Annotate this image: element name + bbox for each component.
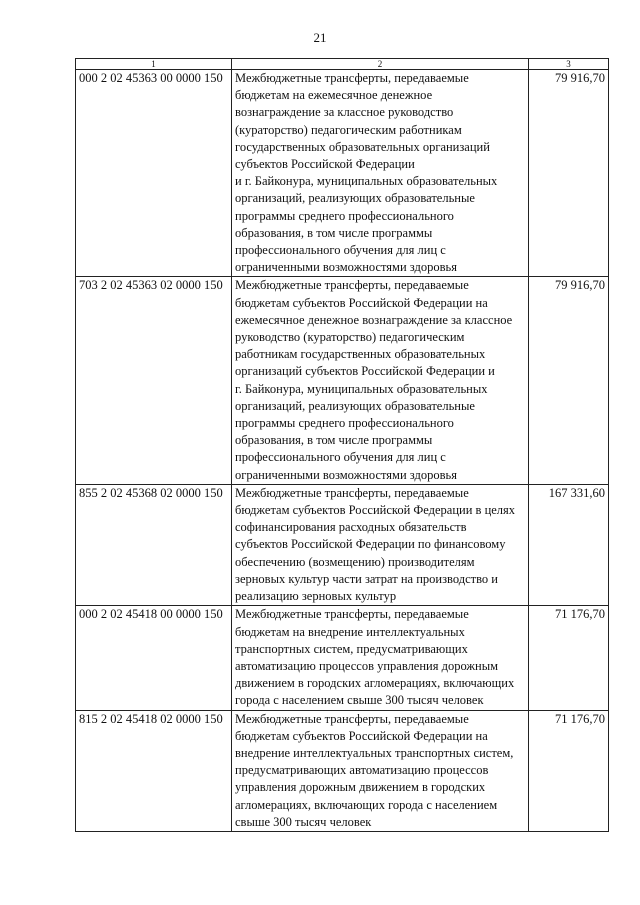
description-line: профессионального обучения для лиц с [235, 450, 446, 465]
description-line: программы среднего профессионального [235, 208, 454, 223]
description-line: (кураторство) педагогическим работникам [235, 122, 462, 137]
amount-cell: 71 176,70 [529, 606, 609, 710]
description-line: бюджетам на ежемесячное денежное [235, 88, 433, 103]
description-cell [232, 277, 529, 484]
description-line: и г. Байконура, муниципальных образовательных [235, 174, 498, 189]
description-line: Межбюджетные трансферты, передаваемые [235, 607, 469, 622]
description-line: профессионального обучения для лиц с [235, 243, 446, 258]
budget-code-cell: 815 2 02 45418 02 0000 150 [76, 710, 232, 831]
description-line: города с населением свыше 300 тысяч человек [235, 693, 484, 708]
table-body [76, 70, 609, 832]
description-line: внедрение интеллектуальных транспортных систем, [235, 745, 514, 760]
table-row [76, 484, 609, 605]
description-line: организаций субъектов Российской Федерации и [235, 364, 495, 379]
budget-code-cell: 703 2 02 45363 02 0000 150 [76, 277, 232, 484]
description-line: организаций, реализующих образовательные [235, 191, 475, 206]
table-row [76, 70, 609, 277]
description-line: программы среднего профессионального [235, 416, 454, 431]
description-line: бюджетам на внедрение интеллектуальных [235, 624, 465, 639]
amount-cell: 167 331,60 [529, 484, 609, 605]
budget-code-cell: 000 2 02 45363 00 0000 150 [76, 70, 232, 277]
description-line: образования, в том числе программы [235, 225, 433, 240]
description-line: субъектов Российской Федерации [235, 157, 415, 172]
description-line: ограниченными возможностями здоровья [235, 467, 457, 482]
description-line: движением в городских агломерациях, включающих [235, 676, 515, 691]
description-line: Межбюджетные трансферты, передаваемые [235, 278, 469, 293]
description-line: бюджетам субъектов Российской Федерации на [235, 295, 488, 310]
description-line: организаций, реализующих образовательные [235, 398, 475, 413]
description-line: реализацию зерновых культур [235, 589, 397, 604]
column-header-amount: 3 [529, 59, 609, 70]
budget-code-cell: 000 2 02 45418 00 0000 150 [76, 606, 232, 710]
description-line: г. Байконура, муниципальных образовательных [235, 381, 488, 396]
page-number: 21 [313, 30, 327, 45]
description-line: ограниченными возможностями здоровья [235, 260, 457, 275]
description-line: бюджетам субъектов Российской Федерации в целях [235, 503, 516, 518]
description-line: обеспечению (возмещению) производителям [235, 554, 475, 569]
column-header-name: 2 [232, 59, 529, 70]
description-cell [232, 710, 529, 831]
description-line: государственных образовательных организаций [235, 139, 490, 154]
description-line: автоматизацию процессов управления дорожным [235, 658, 499, 673]
table-row [76, 277, 609, 484]
description-line: Межбюджетные трансферты, передаваемые [235, 711, 469, 726]
column-header-code: 1 [76, 59, 232, 70]
description-line: работникам государственных образовательных [235, 347, 486, 362]
description-line: предусматривающих автоматизацию процессов [235, 763, 489, 778]
description-cell [232, 606, 529, 710]
description-line: Межбюджетные трансферты, передаваемые [235, 485, 469, 500]
description-line: свыше 300 тысяч человек [235, 814, 372, 829]
description-line: транспортных систем, предусматривающих [235, 641, 468, 656]
description-line: субъектов Российской Федерации по финансовому [235, 537, 506, 552]
amount-cell: 79 916,70 [529, 277, 609, 484]
amount-cell: 71 176,70 [529, 710, 609, 831]
description-line: образования, в том числе программы [235, 433, 433, 448]
description-cell [232, 70, 529, 277]
description-line: бюджетам субъектов Российской Федерации на [235, 728, 488, 743]
table-row [76, 710, 609, 831]
description-line: руководство (кураторство) педагогическим [235, 330, 465, 345]
description-cell [232, 484, 529, 605]
budget-table [75, 58, 609, 832]
budget-code-cell: 855 2 02 45368 02 0000 150 [76, 484, 232, 605]
table-row [76, 606, 609, 710]
description-line: вознаграждение за классное руководство [235, 105, 454, 120]
description-line: софинансирования расходных обязательств [235, 520, 467, 535]
description-line: Межбюджетные трансферты, передаваемые [235, 71, 469, 85]
description-line: агломерациях, включающих города с населением [235, 797, 498, 812]
description-line: зерновых культур части затрат на производство и [235, 571, 498, 586]
description-line: управления дорожным движением в городских [235, 780, 486, 795]
description-line: ежемесячное денежное вознаграждение за классное [235, 312, 513, 327]
table-header-row [76, 59, 609, 70]
amount-cell: 79 916,70 [529, 70, 609, 277]
